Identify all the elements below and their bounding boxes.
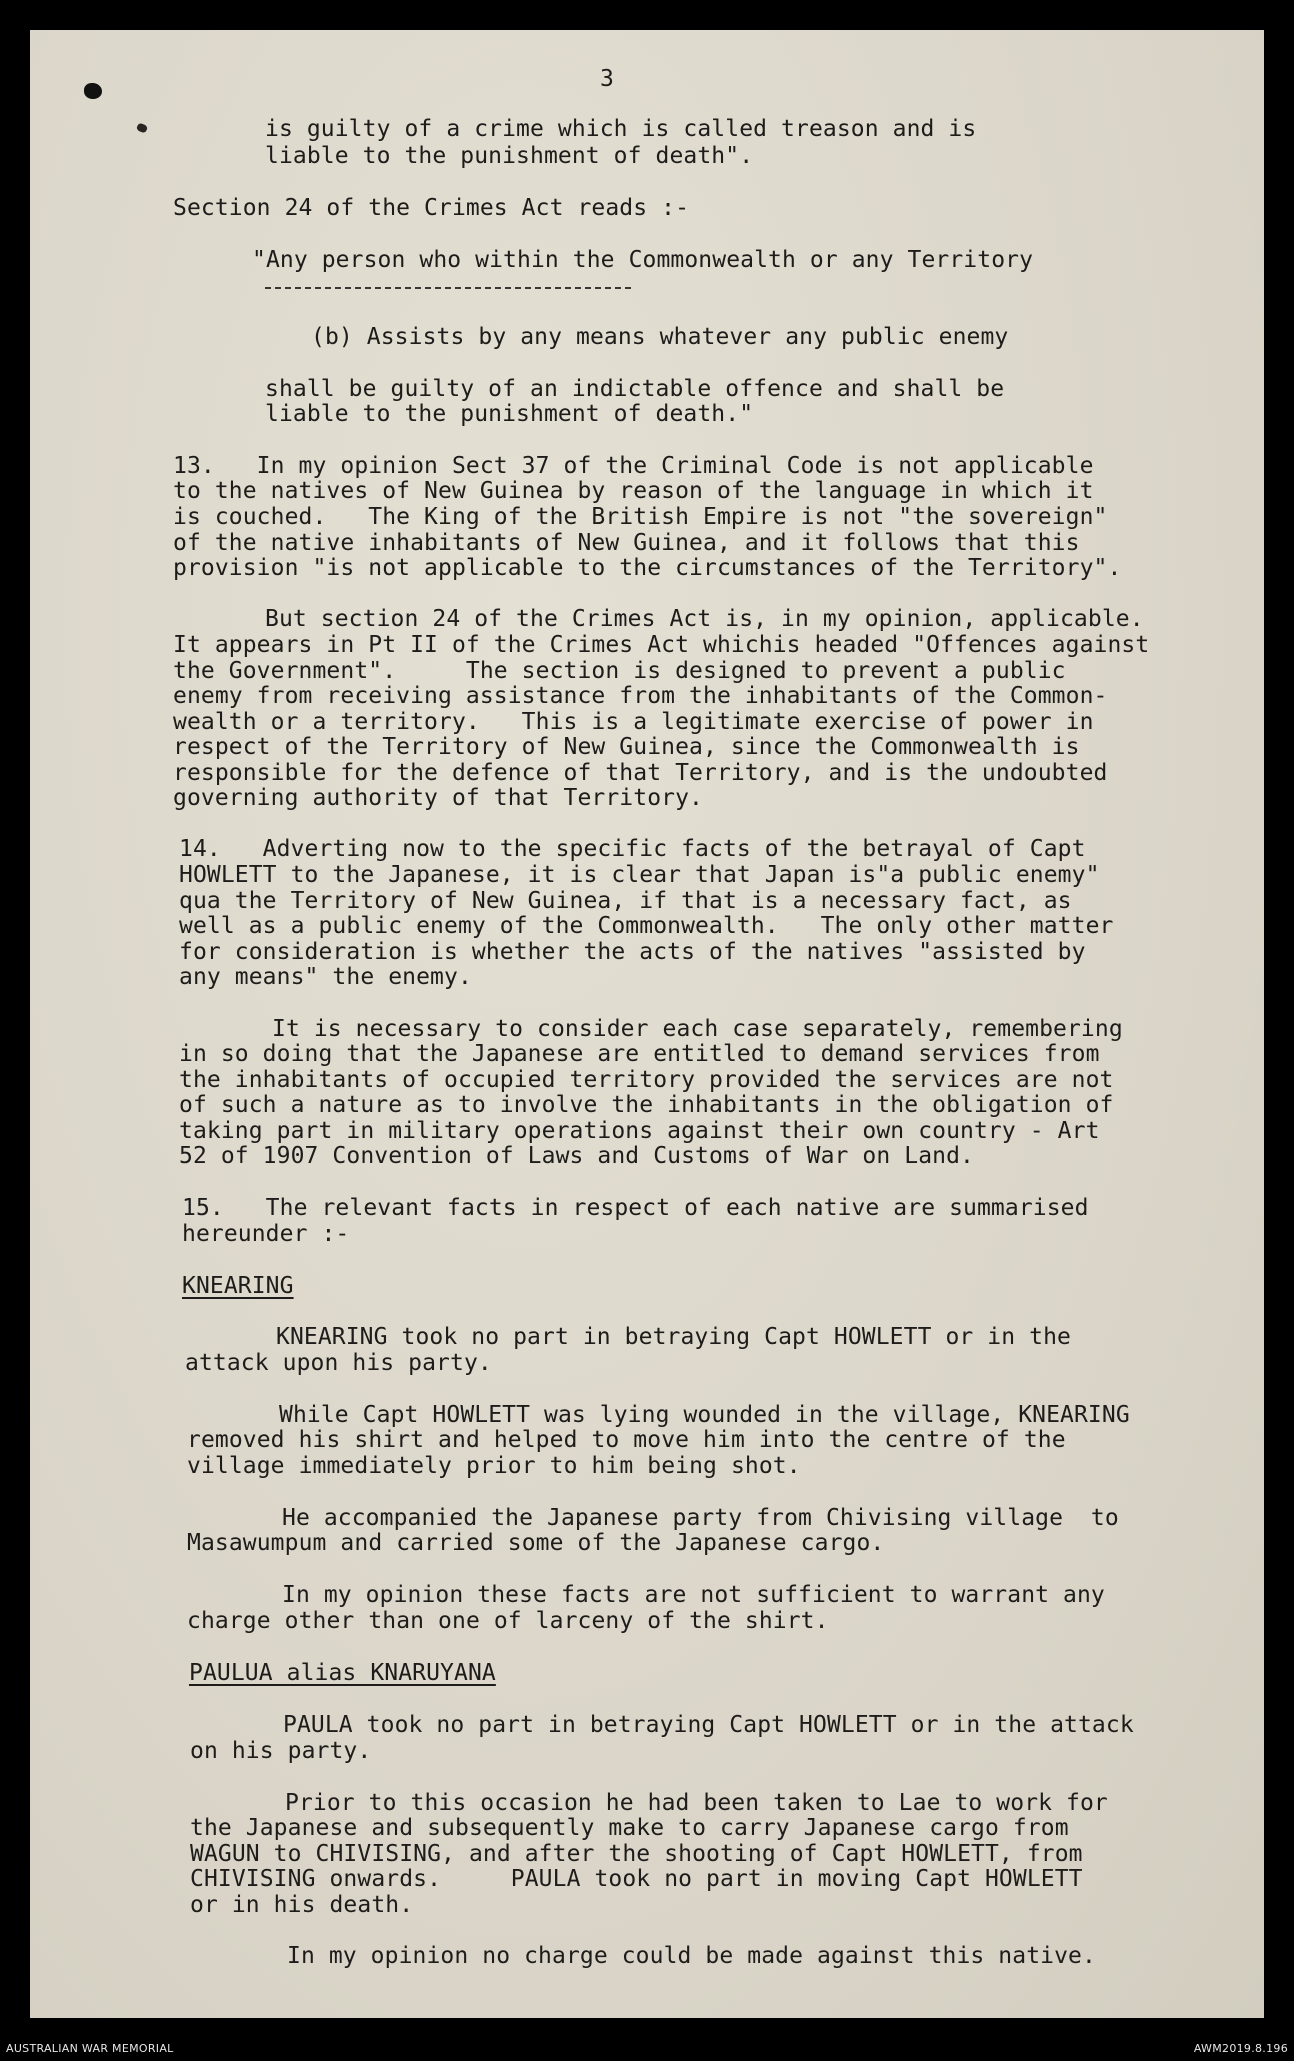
text-line: is guilty of a crime which is called treason and is <box>265 116 977 142</box>
text-line: In my opinion these facts are not sufficient to warrant any <box>282 1582 1105 1608</box>
text-line: Prior to this occasion he had been taken to Lae to work for <box>285 1790 1108 1816</box>
text-line: respect of the Territory of New Guinea, since the Commonwealth is <box>173 734 1080 760</box>
text-line: governing authority of that Territory. <box>173 785 703 811</box>
footer-accession-number: AWM2019.8.196 <box>1193 2042 1288 2055</box>
text-line: any means" the enemy. <box>179 964 472 990</box>
text-line: attack upon his party. <box>185 1350 492 1376</box>
text-line: or in his death. <box>190 1892 414 1918</box>
document-page <box>30 30 1264 2018</box>
text-line: enemy from receiving assistance from the inhabitants of the Common- <box>173 683 1108 709</box>
text-line: 13. In my opinion Sect 37 of the Criminal Code is not applicable <box>173 453 1094 479</box>
text-line: shall be guilty of an indictable offence and shall be <box>265 376 1005 402</box>
text-line: WAGUN to CHIVISING, and after the shooting of Capt HOWLETT, from <box>190 1841 1083 1867</box>
text-line: Section 24 of the Crimes Act reads :- <box>173 195 690 221</box>
text-line: PAULA took no part in betraying Capt HOWLETT or in the attack <box>283 1712 1134 1738</box>
ink-mark <box>136 122 148 133</box>
text-line: (b) Assists by any means whatever any public enemy <box>311 324 1009 350</box>
punch-hole <box>84 83 102 99</box>
text-line: of such a nature as to involve the inhabitants in the obligation of <box>179 1092 1114 1118</box>
text-line: HOWLETT to the Japanese, it is clear that Japan is"a public enemy" <box>179 862 1100 888</box>
text-line: liable to the punishment of death". <box>265 143 754 169</box>
text-line: removed his shirt and helped to move him into the centre of the <box>187 1427 1066 1453</box>
text-line: on his party. <box>190 1738 372 1764</box>
text-line: the inhabitants of occupied territory provided the services are not <box>179 1067 1114 1093</box>
text-line: charge other than one of larceny of the shirt. <box>187 1608 829 1634</box>
page-number: 3 <box>600 66 614 92</box>
text-line: is couched. The King of the British Empire is not "the sovereign" <box>173 504 1108 530</box>
text-line: Masawumpum and carried some of the Japanese cargo. <box>187 1530 885 1556</box>
text-line: in so doing that the Japanese are entitled to demand services from <box>179 1041 1100 1067</box>
text-line: While Capt HOWLETT was lying wounded in the village, KNEARING <box>279 1402 1130 1428</box>
text-line: He accompanied the Japanese party from Chivising village to <box>282 1505 1119 1531</box>
text-line: 52 of 1907 Convention of Laws and Customs of War on Land. <box>179 1143 974 1169</box>
text-line: hereunder :- <box>182 1221 350 1247</box>
text-line: It appears in Pt II of the Crimes Act whichis headed "Offences against <box>173 632 1150 658</box>
text-line: well as a public enemy of the Commonwealth. The only other matter <box>179 913 1114 939</box>
text-line: 14. Adverting now to the specific facts of the betrayal of Capt <box>179 836 1086 862</box>
text-line: to the natives of New Guinea by reason of the language in which it <box>173 478 1094 504</box>
text-line: CHIVISING onwards. PAULA took no part in moving Capt HOWLETT <box>190 1866 1083 1892</box>
text-line: It is necessary to consider each case separately, remembering <box>272 1016 1123 1042</box>
footer-archive-label: AUSTRALIAN WAR MEMORIAL <box>6 2042 174 2055</box>
text-line: village immediately prior to him being shot. <box>187 1453 801 1479</box>
text-line: 15. The relevant facts in respect of each native are summarised <box>182 1195 1089 1221</box>
text-line: wealth or a territory. This is a legitimate exercise of power in <box>173 709 1094 735</box>
text-line: provision "is not applicable to the circumstances of the Territory". <box>173 555 1122 581</box>
text-line: taking part in military operations against their own country - Art <box>179 1118 1100 1144</box>
text-line: In my opinion no charge could be made against this native. <box>287 1943 1096 1969</box>
text-line: qua the Territory of New Guinea, if that is a necessary fact, as <box>179 888 1072 914</box>
text-line: KNEARING took no part in betraying Capt HOWLETT or in the <box>276 1324 1071 1350</box>
section-heading: PAULUA alias KNARUYANA <box>189 1660 496 1686</box>
text-line: responsible for the defence of that Territory, and is the undoubted <box>173 760 1108 786</box>
omission-dashes <box>265 287 631 289</box>
text-line: of the native inhabitants of New Guinea, and it follows that this <box>173 530 1080 556</box>
text-line: the Government". The section is designed to prevent a public <box>173 658 1066 684</box>
text-line: for consideration is whether the acts of the natives "assisted by <box>179 939 1086 965</box>
section-heading: KNEARING <box>182 1273 294 1299</box>
text-line: the Japanese and subsequently make to carry Japanese cargo from <box>190 1815 1069 1841</box>
text-line: liable to the punishment of death." <box>265 401 754 427</box>
text-line: But section 24 of the Crimes Act is, in my opinion, applicable. <box>265 606 1144 632</box>
text-line: "Any person who within the Commonwealth or any Territory <box>252 247 1034 273</box>
